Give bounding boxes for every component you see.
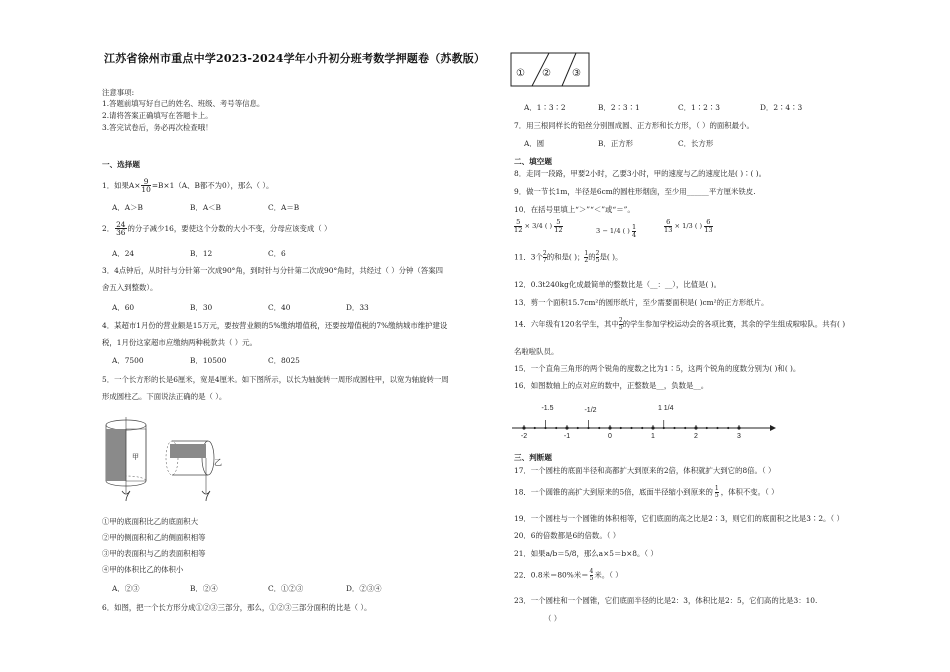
- question-14-line2: 名啦啦队员。: [514, 347, 559, 356]
- cylinder-figures: [100, 413, 230, 503]
- question-16: 16．如图数轴上的点对应的数中，正整数是__，负数是__。: [514, 381, 709, 390]
- question-12: 12．0.3t240kg化成最简单的整数比是（__：__），比值是( )。: [514, 280, 722, 289]
- question-7: 7．用三根同样长的铅丝分别围成圆、正方形和长方形，（ ）的面积最小。: [514, 121, 754, 130]
- number-line-tick-label: 1: [651, 433, 655, 440]
- question-4-line1: 4．某超市1月份的营业额是15万元，要按营业额的5%缴纳增值税，还要按增值税的7%缴纳城市维护建设: [102, 321, 448, 330]
- notice-item: 3.答完试卷后，务必再次检查哦！: [102, 123, 213, 132]
- number-line: [508, 398, 778, 444]
- option[interactable]: D．2∶4∶3: [760, 103, 803, 112]
- question-5-line1: 5．一个长方形的长是6厘米，宽是4厘米。如下图所示，以长为轴旋转一周形成圆柱甲，以宽为轴旋转一周: [102, 375, 449, 384]
- notice-heading: 注意事项:: [102, 88, 135, 97]
- number-line-tick-label: 2: [694, 433, 698, 440]
- number-line-point: [694, 426, 697, 429]
- number-line-minor-point: [706, 427, 708, 429]
- number-line-marker-label: 1 1/4: [657, 405, 674, 412]
- comparison-item: $\frac{5}{12}$ × 3/4 ( ) $\frac{5}{12}$: [514, 218, 563, 234]
- number-line-tick-label: -1: [563, 433, 571, 440]
- section-heading: 三、判断题: [514, 453, 552, 462]
- option[interactable]: A．②③: [112, 584, 140, 593]
- number-line-minor-point: [620, 427, 622, 429]
- rectangle-yi: [170, 444, 206, 458]
- notice-item: 2.请将答案正确填写在答题卡上。: [102, 111, 213, 120]
- number-line-minor-point: [727, 427, 729, 429]
- option[interactable]: B．②④: [190, 584, 218, 593]
- label-jia: 甲: [132, 454, 139, 461]
- option[interactable]: C．A＝B: [268, 203, 300, 212]
- question-23-line2: （ ）: [544, 614, 562, 623]
- number-line-minor-point: [673, 427, 675, 429]
- option[interactable]: B．正方形: [598, 139, 633, 148]
- section-heading: 二、填空题: [514, 157, 552, 166]
- question-21: 21．如果a/b＝5/8，那么a×5＝b×8。（ ）: [514, 549, 658, 558]
- question-14: 14．六年级有120名学生，其中 $\frac{2}{5}$ 的学生参加学校运动会的各项比赛，其余的学生组成啦啦队。共有( ): [514, 317, 846, 331]
- number-line-minor-point: [534, 427, 536, 429]
- option[interactable]: A．A＞B: [112, 203, 143, 212]
- question-3-line1: 3．4点钟后，从时针与分针第一次成90°角，到时针与分针第二次成90°角时，共经过（ ）分钟（答案四: [102, 266, 443, 275]
- number-line-point: [651, 426, 654, 429]
- question-13: 13．剪一个面积15.7cm²的圆形纸片，至少需要面积是( )cm²的正方形纸片。: [514, 298, 769, 307]
- option[interactable]: A．60: [112, 303, 135, 312]
- option[interactable]: C．40: [268, 303, 291, 312]
- option[interactable]: B．30: [190, 303, 213, 312]
- option[interactable]: B．A＜B: [190, 203, 221, 212]
- rectangle-figure: [510, 50, 592, 90]
- statement: ②甲的侧面积和乙的侧面积相等: [102, 533, 206, 542]
- statement: ③甲的表面积与乙的表面积相等: [102, 549, 206, 558]
- number-line-tick-label: 3: [737, 433, 741, 440]
- option[interactable]: C．长方形: [678, 139, 714, 148]
- option[interactable]: C．1∶2∶3: [678, 103, 720, 112]
- question-23: 23．一个圆柱和一个圆锥，它们底面半径的比是2：3，体积比是2：5，它们高的比是3：10.: [514, 596, 818, 605]
- comparison-item: $\frac{6}{13}$ × 1/3 ( ) $\frac{6}{13}$: [664, 218, 713, 234]
- number-line-marker-label: -1/2: [584, 407, 597, 414]
- number-line-minor-point: [598, 427, 600, 429]
- question-8: 8．走同一段路，甲要2小时，乙要3小时，甲的速度与乙的速度比是( )∶( )。: [514, 169, 767, 178]
- part-1: ①: [516, 68, 525, 79]
- question-1: 1．如果A× $\frac{9}{10}$ =B×1（A、B都不为0），那么（ ）。: [102, 177, 274, 195]
- part-3: ③: [572, 68, 581, 79]
- number-line-minor-point: [716, 427, 718, 429]
- rectangle-jia: [106, 429, 126, 481]
- page-title: 江苏省徐州市重点中学2023-2024学年小升初分班考数学押题卷（苏教版）: [104, 52, 486, 65]
- question-18: 18．一个圆锥的高扩大到原来的5倍，底面半径缩小到原来的 $\frac{1}{5}$ ，体积不变。（ ）: [514, 485, 779, 499]
- option[interactable]: A．24: [112, 249, 135, 258]
- number-line-tick-label: -2: [520, 433, 528, 440]
- number-line-minor-point: [555, 427, 557, 429]
- option[interactable]: C．6: [268, 249, 286, 258]
- statement: ①甲的底面积比乙的底面积大: [102, 517, 199, 526]
- question-15: 15．一个直角三角形的两个锐角的度数之比为1∶5，这两个锐角的度数分别为( )和( )。: [514, 364, 801, 373]
- number-line-point: [608, 426, 611, 429]
- notice-item: 1.答题前填写好自己的姓名、班级、考号等信息。: [102, 99, 265, 108]
- number-line-minor-point: [577, 427, 579, 429]
- question-4-line2: 税，1月份这家超市应缴纳两种税款共（ ）元。: [102, 338, 257, 347]
- number-line-point: [522, 426, 525, 429]
- option[interactable]: A．1∶3∶2: [524, 103, 566, 112]
- option[interactable]: B．2∶3∶1: [598, 103, 640, 112]
- number-line-marker-label: -1.5: [541, 405, 554, 412]
- number-line-minor-point: [684, 427, 686, 429]
- number-line-point: [565, 426, 568, 429]
- question-6: 6．如图，把一个长方形分成①②③三部分，那么，①②③三部分面积的比是（ ）。: [102, 603, 372, 612]
- question-3-line2: 舍五入到整数）。: [102, 283, 158, 292]
- question-20: 20．6的倍数都是6的倍数。（ ）: [514, 531, 621, 540]
- statement: ④甲的体积比乙的体积小: [102, 565, 184, 574]
- question-17: 17．一个圆柱的底面半径和高都扩大到原来的2倍，体积就扩大到它的8倍。（ ）: [514, 466, 776, 475]
- option[interactable]: B．10500: [190, 356, 227, 365]
- option[interactable]: D．②③④: [346, 584, 382, 593]
- number-line-tick-label: 0: [608, 433, 612, 440]
- question-9: 9．做一节长1m，半径是6cm的圆柱形烟囱，至少用______平方厘米铁皮.: [514, 187, 756, 196]
- option[interactable]: A．圆: [524, 139, 545, 148]
- section-heading: 一、选择题: [102, 160, 140, 169]
- question-19: 19．一个圆柱与一个圆锥的体积相等，它们底面的高之比是2∶3，则它们的底面积之比是3∶2。（ ）: [514, 514, 844, 523]
- question-11: 11．3个 $\frac{2}{7}$ 的和是( )； $\frac{1}{2}$ 的 $\frac{2}{5}$ 是( )。: [514, 250, 623, 264]
- option[interactable]: B．12: [190, 249, 213, 258]
- question-5-line2: 形成圆柱乙。下面说法正确的是（ ）。: [102, 392, 227, 401]
- comparison-item: 3 − 1/4 ( ) $\frac{1}{4}$: [596, 223, 637, 239]
- number-line-minor-point: [641, 427, 643, 429]
- option[interactable]: C．8025: [268, 356, 300, 365]
- arrow-icon: [770, 425, 776, 431]
- number-line-minor-point: [630, 427, 632, 429]
- label-yi: 乙: [214, 458, 222, 467]
- question-22: 22．0.8米＝80%米＝ $\frac{4}{5}$ 米。（ ）: [514, 568, 623, 582]
- part-2: ②: [542, 68, 551, 79]
- question-2: 2． $\frac{24}{36}$ 的分子减少16，要使这个分数的大小不变，分母应该变成（ ）: [102, 220, 332, 238]
- option[interactable]: D．33: [346, 303, 369, 312]
- option[interactable]: C．①②③: [268, 584, 304, 593]
- option[interactable]: A．7500: [112, 356, 144, 365]
- question-10: 10．在括号里填上“＞”“＜”或“＝”。: [514, 205, 635, 214]
- number-line-point: [737, 426, 740, 429]
